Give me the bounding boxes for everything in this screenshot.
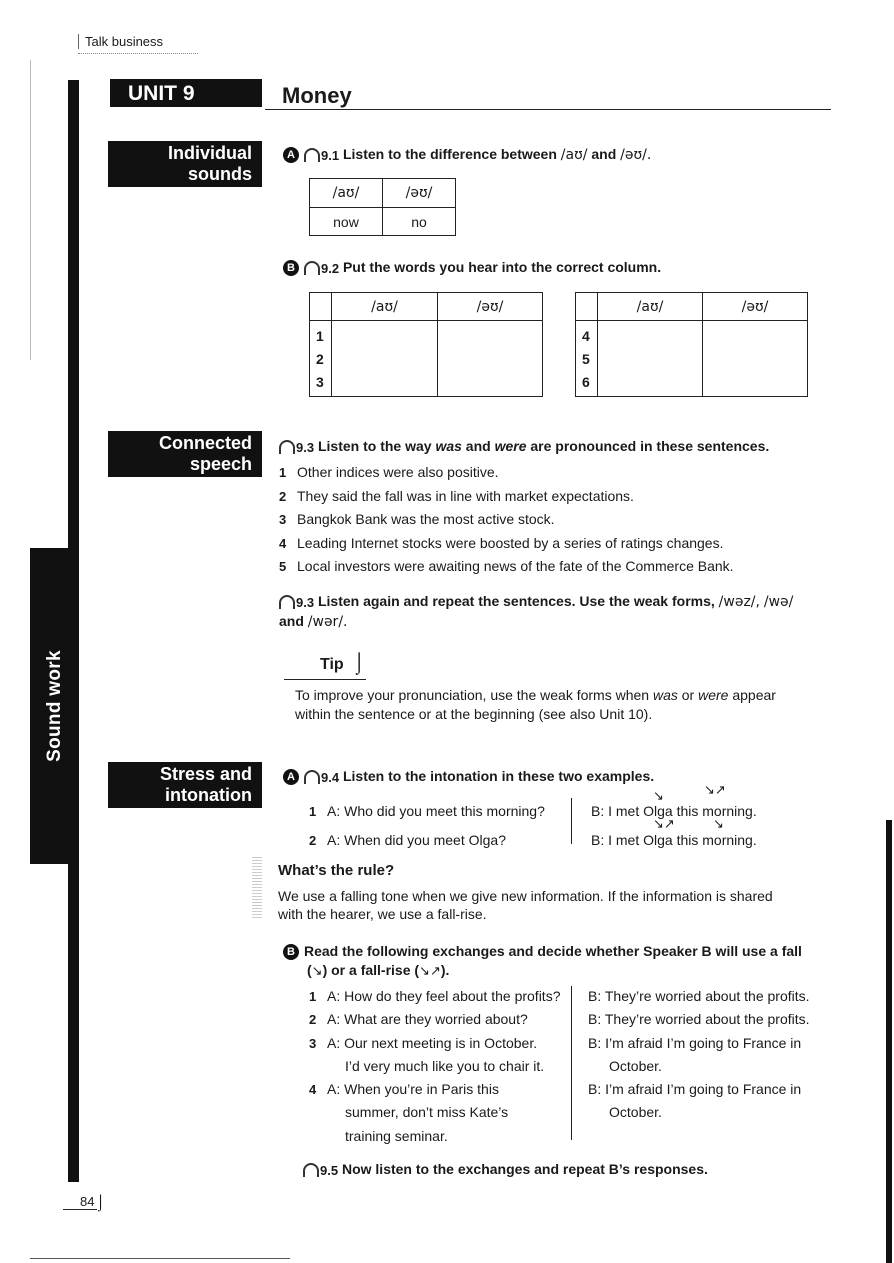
sentence-text: They said the fall was in line with market expectations. [297, 487, 634, 504]
tip-text [295, 686, 776, 724]
tip-label: Tip [320, 656, 344, 673]
stress-b-instruction [283, 942, 802, 980]
exchange-a-column [309, 985, 560, 1148]
rule-text [278, 887, 773, 923]
track-number: 9.3 [296, 594, 315, 610]
instruction-text: Listen to the way [317, 438, 432, 454]
heading-line: Connected [158, 433, 252, 453]
sentence-text: Other indices were also positive. [297, 464, 499, 480]
speaker-b-line: B: I met Olga this morning. [591, 832, 757, 848]
row-numbers [310, 321, 332, 397]
speaker-b-line: October. [609, 1057, 662, 1074]
speaker-a-line: A: Our next meeting is in October. [327, 1034, 538, 1051]
answer-cell[interactable] [438, 321, 543, 397]
row-number: 3 [316, 374, 324, 390]
exercise-letter-badge: A [283, 769, 299, 785]
speaker-b-line: B: I’m afraid I’m going to France in [588, 1034, 802, 1051]
unit-title: Money [282, 83, 352, 108]
speaker-a-line: I’d very much like you to chair it. [345, 1057, 545, 1074]
margin-line [30, 60, 31, 360]
speaker-b-line: October. [609, 1104, 662, 1121]
speaker-a-line: A: What are they worried about? [327, 1011, 528, 1028]
exchange-row [309, 1032, 560, 1055]
repeat-instruction [279, 592, 824, 632]
row-numbers [576, 321, 598, 397]
track-number: 9.1 [321, 147, 340, 163]
exchange-row [309, 985, 560, 1008]
tip-hook-icon: ⌡ [353, 652, 366, 674]
item-number: 2 [279, 488, 287, 504]
ipa-symbol: /wə/ [763, 594, 794, 610]
instruction-text: Listen to the intonation in these two examples. [342, 768, 655, 784]
exchange-b-column [588, 985, 810, 1125]
sentence-text: Leading Internet stocks were boosted by a series of ratings changes. [297, 534, 724, 551]
side-tab [30, 548, 79, 864]
final-instruction [303, 1161, 708, 1178]
unit-label: UNIT 9 [110, 79, 262, 107]
fall-tone-icon: ↘ [713, 816, 724, 831]
answer-cell[interactable] [703, 321, 808, 397]
exercise-letter-badge: A [283, 147, 299, 163]
table-cell: no [382, 208, 455, 236]
list-item [279, 485, 734, 509]
row-number: 5 [582, 351, 590, 367]
speaker-a-line: A: How do they feel about the profits? [327, 988, 561, 1004]
heading-line: Individual [167, 143, 252, 163]
answer-table-right [575, 292, 808, 397]
exchange-row [309, 1008, 560, 1031]
answer-cell[interactable] [598, 321, 703, 397]
speaker-b-line: B: They’re worried about the profits. [588, 1011, 810, 1028]
exercise-b-instruction [283, 259, 661, 276]
speaker-b-line: B: I’m afraid I’m going to France in [588, 1081, 802, 1098]
tip-text-part: was [652, 687, 678, 703]
column-divider [571, 986, 572, 1140]
heading-line: intonation [165, 785, 252, 805]
speaker-a-line: A: Who did you meet this morning? [327, 803, 545, 819]
speaker-a-line: summer, don’t miss Kate’s [345, 1104, 509, 1121]
speaker-b-line: B: They’re worried about the profits. [588, 988, 810, 1004]
instruction-text: ). [440, 962, 450, 978]
page-number-hook-icon: ⌡ [96, 1194, 106, 1211]
item-number: 1 [279, 465, 287, 480]
instruction-text: ) or a fall-rise ( [322, 962, 420, 978]
speaker-a-line: A: When you’re in Paris this [327, 1081, 499, 1098]
fall-rise-tone-icon: ↘↗ [704, 782, 726, 797]
list-item [279, 461, 734, 485]
row-number: 2 [316, 351, 324, 367]
track-number: 9.3 [296, 439, 315, 455]
right-edge-bar [886, 820, 892, 1263]
rule-heading: What’s the rule? [278, 862, 395, 879]
section-heading-connected-speech [108, 431, 262, 477]
audio-icon [304, 261, 320, 275]
audio-icon [303, 1163, 319, 1177]
instruction-text: were [494, 438, 527, 454]
item-number: 3 [309, 1035, 317, 1051]
heading-line: speech [189, 454, 252, 474]
fall-rise-tone-icon: ↘↗ [653, 816, 675, 831]
unit-title-rule [265, 109, 831, 110]
ipa-symbol: /wəz/, [718, 594, 760, 610]
example-b-column [591, 797, 757, 855]
instruction-text: Read the following exchanges and decide whether Speaker B will use a fall [304, 943, 802, 959]
list-item [279, 555, 734, 579]
table-cell: now [310, 208, 383, 236]
table-header: /əʊ/ [703, 293, 808, 321]
table-header: /əʊ/ [382, 179, 455, 208]
answer-cell[interactable] [332, 321, 438, 397]
row-number: 6 [582, 374, 590, 390]
section-heading-individual-sounds [108, 141, 262, 187]
connected-instruction [279, 438, 769, 455]
rule-line: with the hearer, we use a fall-rise. [278, 906, 487, 922]
instruction-text: and [465, 438, 491, 454]
section-heading-stress-intonation [108, 762, 262, 808]
heading-line: Stress and [159, 764, 252, 784]
running-head-rule [78, 53, 198, 54]
item-number: 1 [309, 804, 317, 819]
instruction-text: Listen to the difference between [342, 146, 557, 162]
track-number: 9.2 [321, 260, 340, 276]
bottom-rule [30, 1258, 290, 1259]
row-number: 4 [582, 328, 590, 344]
exercise-a-instruction [283, 146, 651, 163]
instruction-text: Now listen to the exchanges and repeat B’s responses. [341, 1161, 708, 1177]
instruction-text: was [435, 438, 462, 454]
fall-tone-icon: ↘ [311, 963, 323, 978]
exercise-letter-badge: B [283, 260, 299, 276]
speaker-a-line: training seminar. [345, 1127, 448, 1144]
exchange-row [309, 1078, 560, 1101]
tip-text-part: To improve your pronunciation, use the weak forms when [295, 687, 650, 703]
page-number: 84 [63, 1194, 97, 1210]
item-number: 4 [309, 1082, 317, 1098]
audio-icon [279, 595, 295, 609]
item-number: 2 [309, 1012, 317, 1028]
side-tab-label: Sound work [43, 650, 65, 762]
track-number: 9.4 [321, 769, 340, 785]
item-number: 4 [279, 535, 287, 551]
example-a-column [309, 797, 545, 855]
list-item [279, 532, 734, 556]
tip-line: within the sentence or at the beginning (see also Unit 10). [295, 706, 653, 722]
table-header: /aʊ/ [332, 293, 438, 321]
item-number: 3 [279, 512, 287, 527]
heading-line: sounds [187, 164, 252, 184]
instruction-text: are pronounced in these sentences. [530, 438, 770, 454]
list-item [279, 508, 734, 532]
answer-table-left [309, 292, 543, 397]
tip-text-part: were [698, 687, 729, 703]
rule-box-shading [252, 856, 262, 918]
instruction-line-2 [283, 961, 802, 980]
tip-heading [284, 654, 366, 680]
table-header: /aʊ/ [310, 179, 383, 208]
column-divider [571, 798, 572, 844]
fall-tone-icon: ↘ [653, 788, 664, 803]
instruction-text: Put the words you hear into the correct column. [342, 259, 662, 275]
speaker-b-line: B: I met Olga this morning. [591, 803, 757, 819]
tip-line [295, 686, 776, 705]
running-head: Talk business [78, 34, 163, 49]
row-number: 1 [316, 328, 324, 344]
instruction-text: and [279, 613, 304, 629]
table-corner [310, 293, 332, 321]
exercise-letter-badge: B [283, 944, 299, 960]
sentence-text: Local investors were awaiting news of the fate of the Commerce Bank. [297, 558, 734, 574]
sentence-list [279, 461, 734, 579]
ipa-symbol: /əʊ/. [620, 147, 652, 163]
instruction-text: ( [307, 962, 312, 978]
item-number: 5 [279, 559, 287, 574]
instruction-text: and [591, 146, 617, 162]
audio-icon [304, 148, 320, 162]
instruction-text: Listen again and repeat the sentences. Use the weak forms, [317, 593, 715, 609]
stress-a-instruction [283, 768, 654, 785]
track-number: 9.5 [320, 1162, 339, 1178]
example-row [309, 797, 545, 826]
sentence-text: Bangkok Bank was the most active stock. [297, 511, 555, 527]
fall-rise-tone-icon: ↘↗ [419, 963, 441, 978]
rule-line: We use a falling tone when we give new information. If the information is shared [278, 888, 773, 904]
audio-icon [304, 770, 320, 784]
table-header: /əʊ/ [438, 293, 543, 321]
sound-example-table [309, 178, 456, 236]
speaker-a-line: A: When did you meet Olga? [327, 832, 506, 848]
audio-icon [279, 440, 295, 454]
item-number: 1 [309, 989, 317, 1004]
item-number: 2 [309, 833, 317, 848]
tip-text-part: or [681, 687, 695, 703]
table-corner [576, 293, 598, 321]
example-row [309, 826, 545, 855]
ipa-symbol: /wər/. [307, 614, 348, 630]
ipa-symbol: /aʊ/ [560, 147, 588, 163]
tip-text-part: appear [732, 687, 776, 703]
table-header: /aʊ/ [598, 293, 703, 321]
